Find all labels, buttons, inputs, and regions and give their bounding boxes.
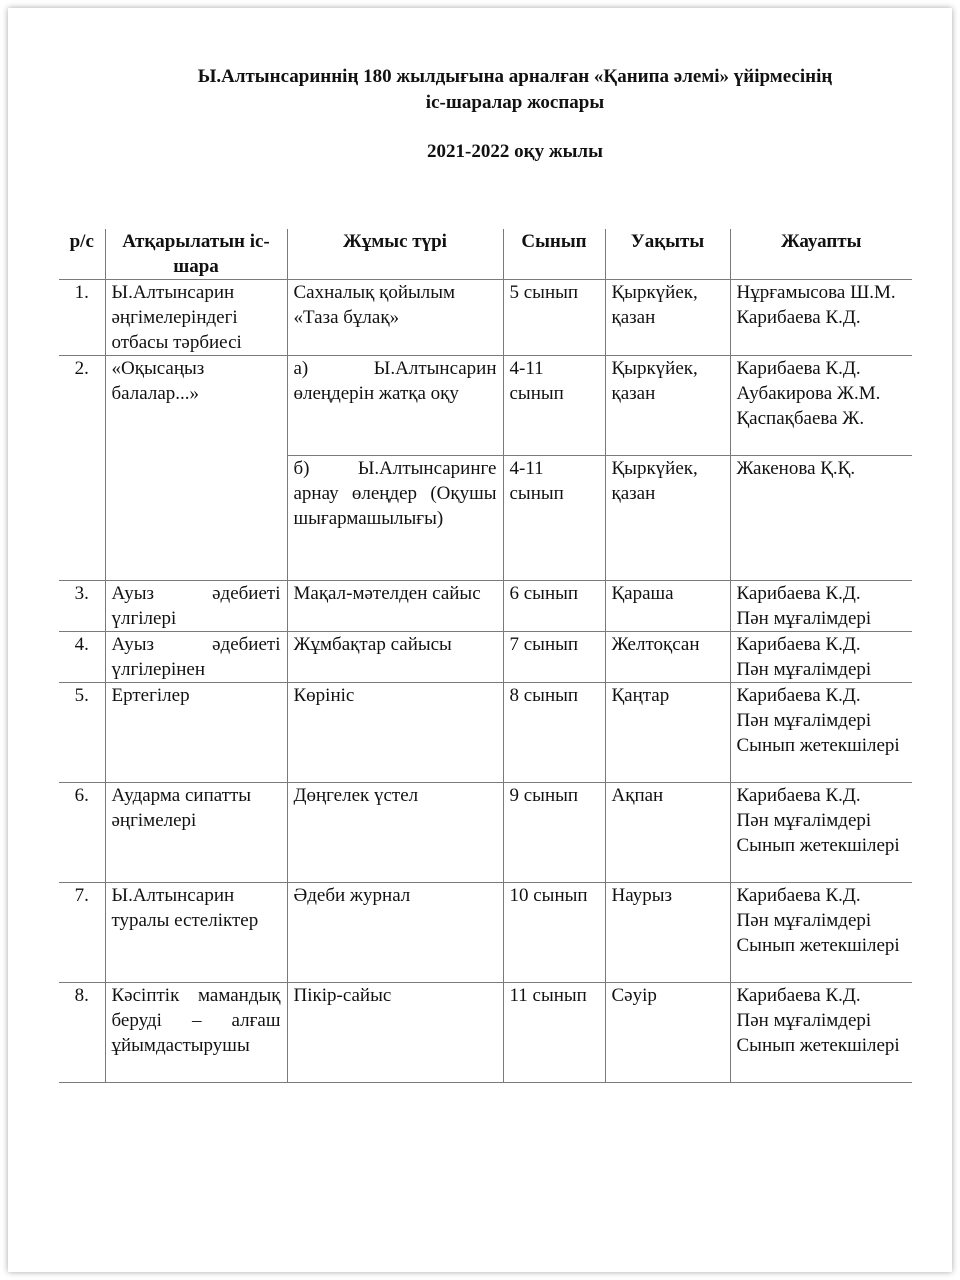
time-cell: Сәуір: [605, 983, 730, 1083]
header-event: Атқарылатын іс-шара: [105, 229, 287, 280]
academic-year: 2021-2022 оқу жылы: [427, 141, 603, 162]
row-number: 6.: [59, 783, 105, 883]
responsible-person: Пән мұғалімдері: [736, 608, 872, 629]
time-cell: Желтоқсан: [605, 632, 730, 683]
responsible-cell: [730, 632, 912, 683]
work-type-cell: Жұмбақтар сайысы: [287, 632, 503, 683]
table-row: [59, 883, 912, 983]
event-cell: Ертегілер: [105, 683, 287, 783]
row-number: 8.: [59, 983, 105, 1083]
responsible-cell: [730, 683, 912, 783]
table-row: [59, 280, 912, 356]
responsible-person: Аубакирова Ж.М.: [736, 383, 881, 404]
time-cell: Қыркүйек, қазан: [605, 456, 730, 581]
grade-cell: 10 сынып: [503, 883, 605, 983]
row-number: 7.: [59, 883, 105, 983]
responsible-person: Карибаева К.Д.: [736, 785, 861, 806]
work-type-cell: б) Ы.Алтынсаринге арнау өлеңдер (Оқушы шығармашылығы): [287, 456, 503, 581]
table-row: [59, 356, 912, 456]
grade-cell: 4-11 сынып: [503, 356, 605, 456]
responsible-cell: [730, 883, 912, 983]
responsible-person: Пән мұғалімдері: [736, 710, 872, 731]
grade-cell: 7 сынып: [503, 632, 605, 683]
responsible-person: Карибаева К.Д.: [736, 583, 861, 604]
grade-cell: 5 сынып: [503, 280, 605, 356]
responsible-cell: [730, 356, 912, 456]
time-cell: Қаңтар: [605, 683, 730, 783]
responsible-person: Карибаева К.Д.: [736, 358, 861, 379]
responsible-person: Қаспақбаева Ж.: [736, 408, 865, 429]
table-row: [59, 683, 912, 783]
event-cell: Кәсіптік мамандық беруді – алғаш ұйымдастырушы: [105, 983, 287, 1083]
work-type-cell: Әдеби журнал: [287, 883, 503, 983]
time-cell: Ақпан: [605, 783, 730, 883]
header-grade: Сынып: [503, 229, 605, 280]
work-type-cell: Пікір-сайыс: [287, 983, 503, 1083]
work-type-cell: а) Ы.Алтынсарин өлеңдерін жатқа оқу: [287, 356, 503, 456]
responsible-person: Пән мұғалімдері: [736, 1010, 872, 1031]
responsible-person: Сынып жетекшілері: [736, 1035, 900, 1056]
event-cell: Ауыз әдебиеті үлгілері: [105, 581, 287, 632]
row-number: 1.: [59, 280, 105, 356]
time-cell: Қыркүйек, қазан: [605, 356, 730, 456]
work-type-cell: Көрініс: [287, 683, 503, 783]
row-number: 4.: [59, 632, 105, 683]
event-cell: Ы.Алтынсарин туралы естеліктер: [105, 883, 287, 983]
responsible-person: Сынып жетекшілері: [736, 735, 900, 756]
grade-cell: 4-11 сынып: [503, 456, 605, 581]
table-row: [59, 632, 912, 683]
responsible-person: Карибаева К.Д.: [736, 307, 861, 328]
grade-cell: 6 сынып: [503, 581, 605, 632]
responsible-cell: [730, 581, 912, 632]
work-type-cell: Сахналық қойылым «Таза бұлақ»: [287, 280, 503, 356]
event-cell: Аударма сипатты әңгімелері: [105, 783, 287, 883]
responsible-person: Карибаева К.Д.: [736, 885, 861, 906]
grade-cell: 11 сынып: [503, 983, 605, 1083]
header-type: Жұмыс түрі: [287, 229, 503, 280]
work-type-cell: Мақал-мәтелден сайыс: [287, 581, 503, 632]
responsible-person: Жакенова Қ.Қ.: [736, 458, 856, 479]
grade-cell: 9 сынып: [503, 783, 605, 883]
responsible-person: Нұрғамысова Ш.М.: [736, 282, 896, 303]
row-number: 5.: [59, 683, 105, 783]
time-cell: Қыркүйек, қазан: [605, 280, 730, 356]
row-number: 3.: [59, 581, 105, 632]
table-row: [59, 983, 912, 1083]
activity-plan-table: [59, 229, 912, 1083]
table-row: [59, 581, 912, 632]
responsible-person: Сынып жетекшілері: [736, 935, 900, 956]
time-cell: Қараша: [605, 581, 730, 632]
responsible-person: Сынып жетекшілері: [736, 835, 900, 856]
row-number: 2.: [59, 356, 105, 581]
grade-cell: 8 сынып: [503, 683, 605, 783]
responsible-cell: [730, 983, 912, 1083]
document-title: [0, 64, 960, 116]
title-line-2: іс-шаралар жоспары: [425, 92, 605, 113]
event-cell: Ауыз әдебиеті үлгілерінен: [105, 632, 287, 683]
responsible-cell: [730, 783, 912, 883]
responsible-person: Карибаева К.Д.: [736, 634, 861, 655]
responsible-person: Пән мұғалімдері: [736, 910, 872, 931]
responsible-person: Карибаева К.Д.: [736, 685, 861, 706]
table-row: [59, 783, 912, 883]
work-type-cell: Дөңгелек үстел: [287, 783, 503, 883]
responsible-person: Пән мұғалімдері: [736, 810, 872, 831]
table-header-row: [59, 229, 912, 280]
event-cell: Ы.Алтынсарин әңгімелеріндегі отбасы тәрбиесі: [105, 280, 287, 356]
time-cell: Наурыз: [605, 883, 730, 983]
responsible-cell: [730, 456, 912, 581]
header-time: Уақыты: [605, 229, 730, 280]
header-responsible: Жауапты: [730, 229, 912, 280]
responsible-person: Карибаева К.Д.: [736, 985, 861, 1006]
title-line-1: Ы.Алтынсариннің 180 жылдығына арналған «Қанипа әлемі» үйірмесінің: [197, 66, 833, 87]
event-cell: «Оқысаңыз балалар...»: [105, 356, 287, 581]
responsible-person: Пән мұғалімдері: [736, 659, 872, 680]
responsible-cell: [730, 280, 912, 356]
header-num: р/с: [59, 229, 105, 280]
